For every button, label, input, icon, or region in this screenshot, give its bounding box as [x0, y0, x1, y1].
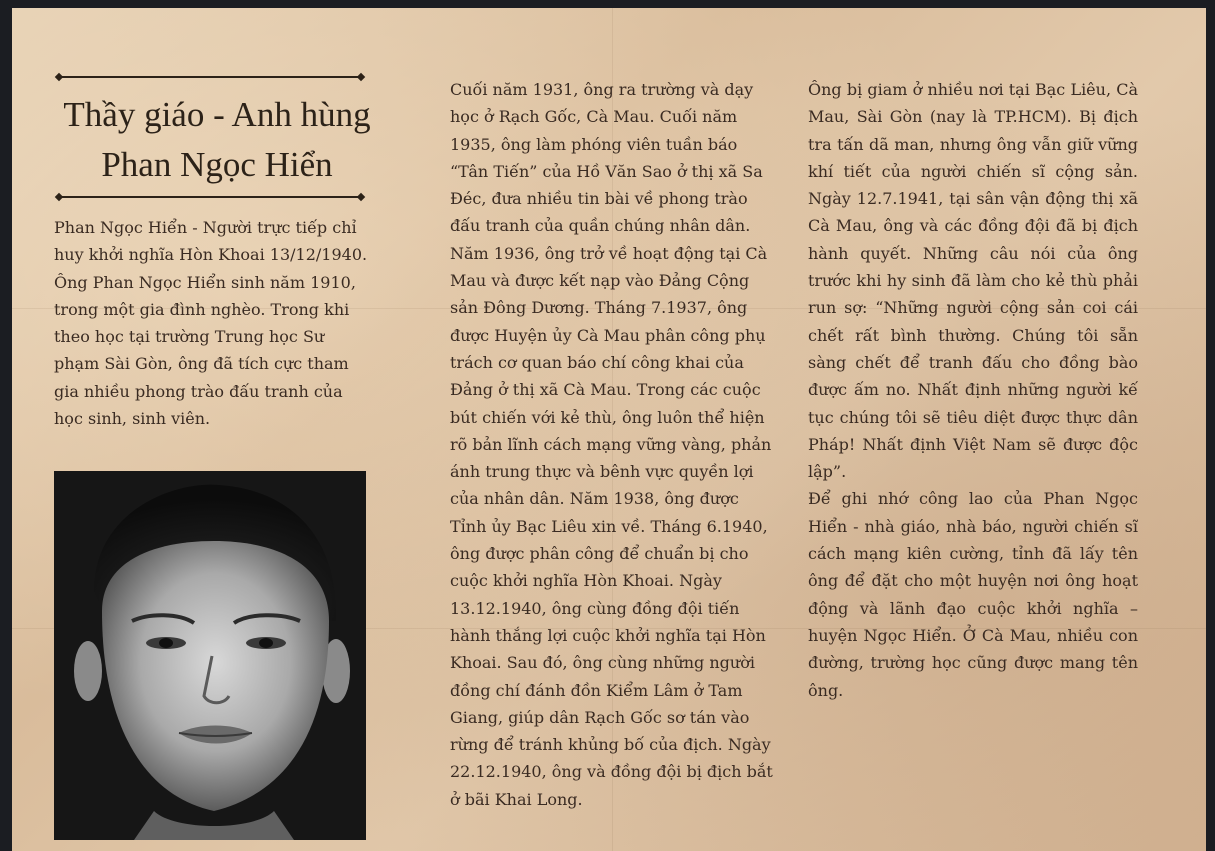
article-page: [12, 8, 1206, 851]
legacy-paragraph: Để ghi nhớ công lao của Phan Ngọc Hiển - nhà giáo, nhà báo, người chiến sĩ cách mạng kiên cường, tỉnh đã lấy tên ông để đặt cho một huyện nơi ông hoạt động và lãnh đạo cuộc khởi nghĩa – huyện Ngọc Hiển. Ở Cà Mau, nhiều con đường, trường học cũng được mang tên ông.: [808, 489, 1138, 700]
intro-paragraph: Phan Ngọc Hiển - Người trực tiếp chỉ huy khởi nghĩa Hòn Khoai 13/12/1940.: [54, 218, 368, 265]
text-column-1: [54, 214, 372, 432]
title-line-2: Phan Ngọc Hiển: [101, 145, 333, 184]
career-paragraph: Cuối năm 1931, ông ra trường và dạy học ở Rạch Gốc, Cà Mau. Cuối năm 1935, ông làm phóng viên tuần báo “Tân Tiến” của Hồ Văn Sao ở thị xã Sa Đéc, đưa nhiều tin bài về phong trào đấu tranh của quần chúng nhân dân. Năm 1936, ông trở về hoạt động tại Cà Mau và được kết nạp vào Đảng Cộng sản Đông Dương. Tháng 7.1937, ông được Huyện ủy Cà Mau phân công phụ trách cơ quan báo chí công khai của Đảng ở thị xã Cà Mau. Trong các cuộc bút chiến với kẻ thù, ông luôn thể hiện rõ bản lĩnh cách mạng vững vàng, phản ánh trung thực và bênh vực quyền lợi của nhân dân. Năm 1938, ông được Tỉnh ủy Bạc Liêu xin về. Tháng 6.1940, ông được phân công để chuẩn bị cho cuộc khởi nghĩa Hòn Khoai. Ngày 13.12.1940, ông cùng đồng đội tiến hành thắng lợi cuộc khởi nghĩa tại Hòn Khoai. Sau đó, ông cùng những người đồng chí đánh đồn Kiểm Lâm ở Tam Giang, giúp dân Rạch Gốc sơ tán vào rừng để tránh khủng bố của địch. Ngày 22.12.1940, ông và đồng đội bị địch bắt ở bãi Khai Long.: [450, 80, 773, 809]
biography-paragraph: Ông Phan Ngọc Hiển sinh năm 1910, trong một gia đình nghèo. Trong khi theo học tại trường Trung học Sư phạm Sài Gòn, ông đã tích cực tham gia nhiều phong trào đấu tranh của học sinh, sinh viên.: [54, 272, 356, 429]
portrait-photo: [54, 471, 366, 840]
article-title: [32, 90, 402, 190]
title-divider-bottom: [56, 192, 364, 202]
text-column-3: [808, 76, 1138, 704]
title-divider-top: [56, 72, 364, 82]
title-line-1: Thầy giáo - Anh hùng: [63, 95, 371, 134]
imprisonment-paragraph: Ông bị giam ở nhiều nơi tại Bạc Liêu, Cà Mau, Sài Gòn (nay là TP.HCM). Bị địch tra tấn dã man, nhưng ông vẫn giữ vững khí tiết của người chiến sĩ cộng sản. Ngày 12.7.1941, tại sân vận động thị xã Cà Mau, ông và các đồng đội đã bị địch hành quyết. Những câu nói của ông trước khi hy sinh đã làm cho kẻ thù phải run sợ: “Những người cộng sản coi cái chết rất bình thường. Chúng tôi sẵn sàng chết để tranh đấu cho đồng bào được ấm no. Nhất định những người kế tục chúng tôi sẽ tiêu diệt được thực dân Pháp! Nhất định Việt Nam sẽ được độc lập”.: [808, 80, 1138, 482]
text-column-2: [450, 76, 780, 813]
